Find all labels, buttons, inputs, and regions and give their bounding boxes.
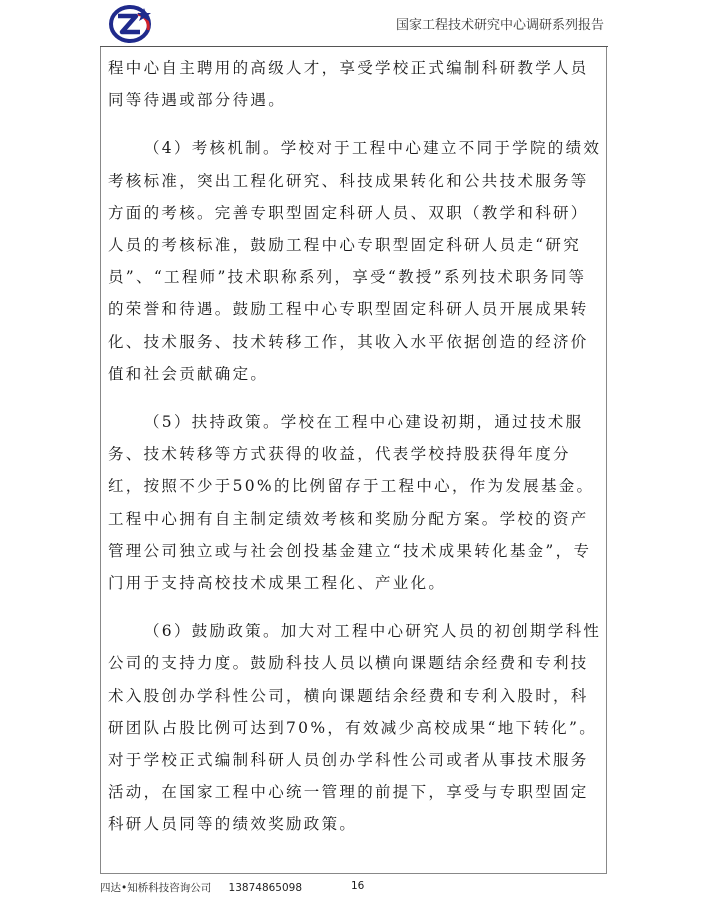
footer-phone: 13874865098 [228, 882, 303, 894]
paragraph-continuation: 程中心自主聘用的高级人才，享受学校正式编制科研教学人员同等待遇或部分待遇。 [108, 59, 589, 110]
paragraph-incentive-policy: （6）鼓励政策。加大对工程中心研究人员的初创期学科性公司的支持力度。鼓励科技人员以横向课题结余经费和专利技术入股创办学科性公司，横向课题结余经费和专利入股时，科研团队占股比例可达到70%，有效减少高校成果“地下转化”。对于学校正式编制科研人员创办学科性公司或者从事技术服务活动，在国家工程中心统一管理的前提下，享受与专职型固定科研人员同等的绩效奖励政策。 [108, 622, 602, 834]
page-number: 16 [351, 880, 365, 892]
footer-company: 四达•知桥科技咨询公司 [100, 882, 212, 894]
paragraph-support-policy: （5）扶持政策。学校在工程中心建设初期，通过技术服务、技术转移等方式获得的收益，代表学校持股获得年度分红，按照不少于50%的比例留存于工程中心，作为发展基金。工程中心拥有自主制定绩效考核和奖励分配方案。学校的资产管理公司独立或与社会创投基金建立“技术成果转化基金”，专门用于支持高校技术成果工程化、产业化。 [108, 413, 595, 593]
company-logo [108, 4, 156, 44]
document-body [108, 52, 602, 841]
footer [100, 880, 302, 895]
paragraph-assessment-mechanism: （4）考核机制。学校对于工程中心建立不同于学院的绩效考核标准，突出工程化研究、科技成果转化和公共技术服务等方面的考核。完善专职型固定科研人员、双职（教学和科研）人员的考核标准，鼓励工程中心专职型固定科研人员走“研究员”、“工程师”技术职称系列，享受“教授”系列技术职务同等的荣誉和待遇。鼓励工程中心专职型固定科研人员开展成果转化、技术服务、技术转移工作，其收入水平依据创造的经济价值和社会贡献确定。 [108, 139, 602, 383]
header-title: 国家工程技术研究中心调研系列报告 [396, 18, 605, 33]
